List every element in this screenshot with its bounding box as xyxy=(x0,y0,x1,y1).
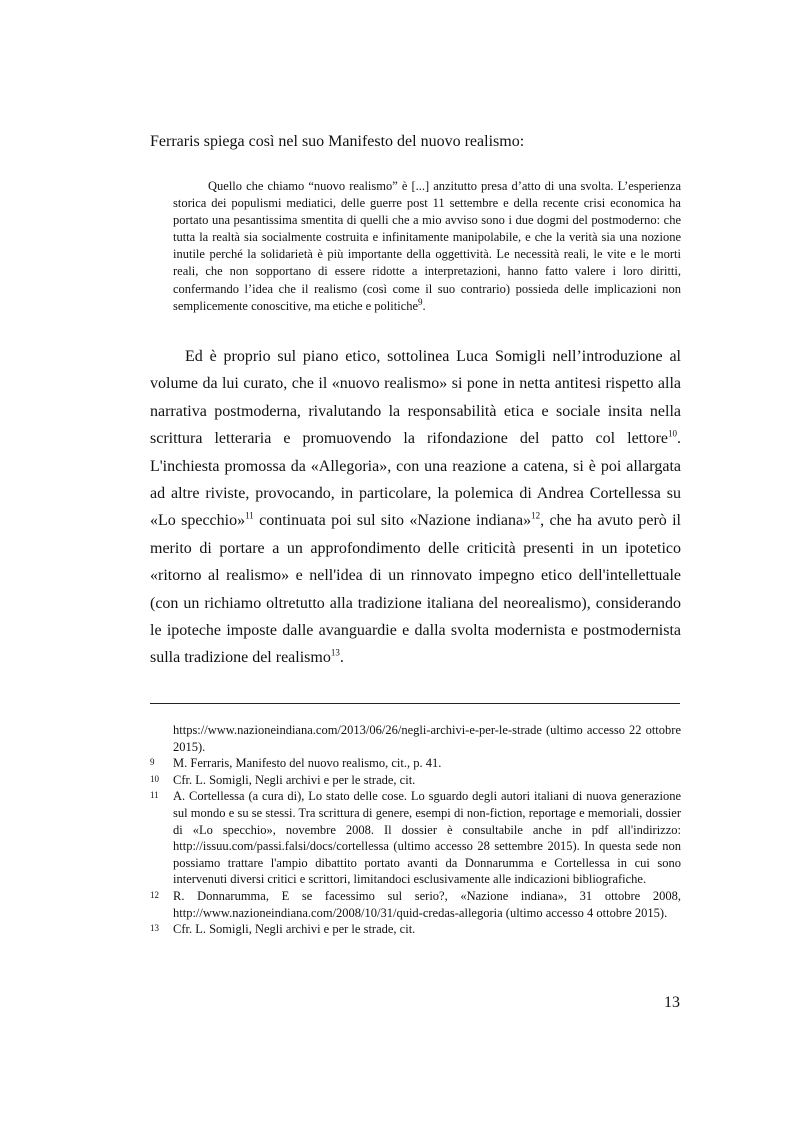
footnote-text: Cfr. L. Somigli, Negli archivi e per le strade, cit. xyxy=(173,922,416,937)
quote-text: Quello che chiamo “nuovo realismo” è [...] anzitutto presa d’atto di una svolta. L’esperienza storica dei populismi mediatici, delle guerre post 11 settembre e della recente crisi economica ha portato una pesantissima smentita di quelli che a mio avviso sono i due dogmi del postmoderno: che tutta la realtà sia socialmente costruita e infinitamente manipolabile, e che la verità sia una nozione inutile perché la solidarietà è più importante della oggettività. Le necessità reali, le vite e le morti reali, che non sopportano di essere ridotte a interpretazioni, hanno fatto valere i loro diritti, confermando l’idea che il realismo (così come il suo contrario) possieda delle implicazioni non semplicemente conoscitive, ma etiche e politiche xyxy=(173,179,681,313)
footnote-number: 11 xyxy=(150,790,159,801)
paragraph-part-3: continuata poi sul sito «Nazione indiana» xyxy=(253,512,532,530)
footnote-12 xyxy=(150,888,681,921)
paragraph-part-5: . xyxy=(339,649,344,667)
footnote-9 xyxy=(150,755,681,772)
paragraph-part-2: . L'inchiesta promossa da «Allegoria», con una reazione a catena, si è poi allargata ad altre riviste, provocando, in particolare, la polemica di Andrea Cortellessa su «Lo specchio» xyxy=(150,430,681,530)
footnote-number xyxy=(150,722,173,755)
footnotes xyxy=(150,722,681,938)
paragraph-part-1: Ed è proprio sul piano etico, sottolinea Luca Somigli nell’introduzione al volume da lui curato, che il «nuovo realismo» si pone in netta antitesi rispetto alla narrativa postmoderna, rivalutando la responsabilità etica e sociale insita nella scrittura letteraria e promuovendo la rifondazione del patto col lettore xyxy=(150,348,681,448)
footnote-13 xyxy=(150,921,681,938)
footnote-number: 9 xyxy=(150,757,155,768)
footnote-number: 12 xyxy=(150,889,159,900)
footnote-text: R. Donnarumma, E se facessimo sul serio?, «Nazione indiana», 31 ottobre 2008, http://www.nazioneindiana.com/2008/10/31/quid-credas-allegoria (ultimo accesso 4 ottobre 2015). xyxy=(173,888,681,920)
footnote-ref-9: 9 xyxy=(418,296,423,307)
paragraph-part-4: , che ha avuto però il merito di portare a un approfondimento delle criticità presenti in un ipotetico «ritorno al realismo» e nell'idea di un rinnovato impegno etico dell'intellettuale (con un richiamo oltretutto alla tradizione italiana del neorealismo), considerando le ipoteche imposte dalle avanguardie e dalla svolta modernista e postmodernista sulla tradizione del realismo xyxy=(150,512,681,667)
footnote-10 xyxy=(150,772,681,789)
footnote-continued xyxy=(150,722,681,755)
footnote-text: A. Cortellessa (a cura di), Lo stato delle cose. Lo sguardo degli autori italiani di nuova generazione sul mondo e su se stessi. Tra scrittura di genere, esempi di non-fiction, reportage e memoriali, dossier di «Lo specchio», novembre 2008. Il dossier è consultabile anche in pdf all'indirizzo: http://issuu.com/passi.falsi/docs/cortellessa (ultimo accesso 28 settembre 2015). In questa sede non possiamo trattare l'ampio dibattito portato avanti da Donnarumma e Cortellessa in cui sono intervenuti diversi critici e scrittori, limitandoci esclusivamente alle indicazioni bibliografiche. xyxy=(173,789,681,887)
intro-line: Ferraris spiega così nel suo Manifesto del nuovo realismo: xyxy=(150,133,525,150)
footnote-ref-10: 10 xyxy=(668,428,677,439)
footnote-number: 10 xyxy=(150,773,159,784)
footnote-11 xyxy=(150,788,681,888)
footnote-number: 13 xyxy=(150,923,159,934)
footnote-ref-12: 12 xyxy=(531,511,541,522)
body-paragraph xyxy=(150,343,681,672)
footnote-ref-11: 11 xyxy=(245,511,254,522)
footnote-text: Cfr. L. Somigli, Negli archivi e per le strade, cit. xyxy=(173,772,416,787)
footnote-ref-13: 13 xyxy=(330,648,340,659)
footnote-text: https://www.nazioneindiana.com/2013/06/26/negli-archivi-e-per-le-strade (ultimo accesso 22 ottobre 2015). xyxy=(173,723,681,754)
block-quote: Quello che chiamo “nuovo realismo” è [...] anzitutto presa d’atto di una svolta. L’esperienza storica dei populismi mediatici, delle guerre post 11 settembre e della recente crisi economica ha portato una pesantissima smentita di quelli che a mio avviso sono i due dogmi del postmoderno: che tutta la realtà sia socialmente costruita e infinitamente manipolabile, e che la verità sia una nozione inutile perché la solidarietà è più importante della oggettività. Le necessità reali, le vite e le morti reali, che non sopportano di essere ridotte a interpretazioni, hanno fatto valere i loro diritti, confermando l’idea che il realismo (così come il suo contrario) possieda delle implicazioni non semplicemente conoscitive, ma etiche e politiche$^9$. xyxy=(173,179,681,313)
footnote-text: M. Ferraris, Manifesto del nuovo realismo, cit., p. 41. xyxy=(173,756,442,771)
page-number: 13 xyxy=(664,994,680,1011)
footnote-divider xyxy=(150,703,680,704)
